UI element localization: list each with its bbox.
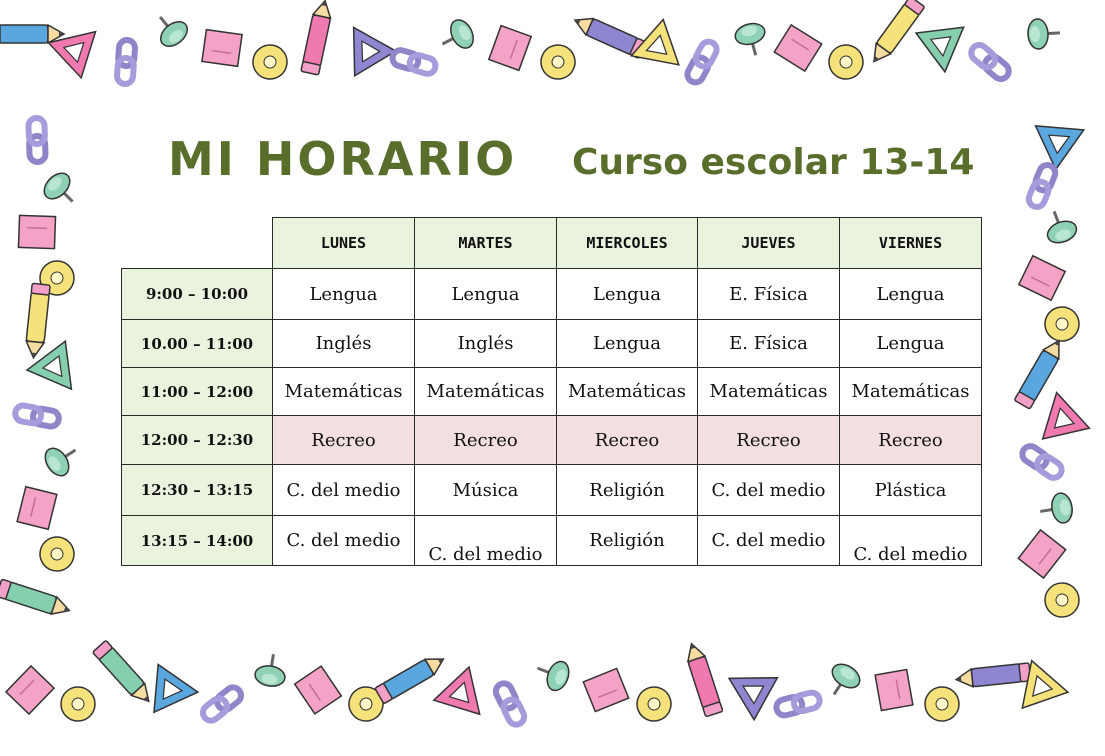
class-cell: Recreo: [557, 416, 698, 465]
corner-cell: [122, 218, 273, 269]
class-cell: Música: [415, 465, 557, 516]
time-slot: 10.00 – 11:00: [122, 320, 273, 368]
class-cell: C. del medio: [415, 516, 557, 566]
class-cell: C. del medio: [273, 516, 415, 566]
class-cell: C. del medio: [698, 516, 840, 566]
class-cell: Lengua: [557, 320, 698, 368]
class-cell: Recreo: [273, 416, 415, 465]
class-cell: Lengua: [840, 269, 982, 320]
time-slot: 12:00 – 12:30: [122, 416, 273, 465]
class-cell: Plástica: [840, 465, 982, 516]
class-cell: Inglés: [273, 320, 415, 368]
time-slot: 11:00 – 12:00: [122, 368, 273, 416]
class-cell: Religión: [557, 516, 698, 566]
class-cell: Recreo: [415, 416, 557, 465]
class-cell: E. Física: [698, 320, 840, 368]
table-row-recreo: [122, 416, 982, 465]
table-row: [122, 516, 982, 566]
school-year-subtitle: Curso escolar 13-14: [572, 142, 975, 183]
day-header: VIERNES: [840, 218, 982, 269]
class-cell: Lengua: [273, 269, 415, 320]
class-cell: Matemáticas: [840, 368, 982, 416]
schedule-table: [121, 217, 982, 566]
header-row: [122, 218, 982, 269]
class-cell: Recreo: [698, 416, 840, 465]
table-row: [122, 320, 982, 368]
class-cell: C. del medio: [840, 516, 982, 566]
class-cell: Matemáticas: [273, 368, 415, 416]
table-row: [122, 465, 982, 516]
time-slot: 12:30 – 13:15: [122, 465, 273, 516]
class-cell: C. del medio: [698, 465, 840, 516]
page-title: MI HORARIO: [168, 132, 518, 186]
class-cell: Religión: [557, 465, 698, 516]
day-header: JUEVES: [698, 218, 840, 269]
day-header: MIERCOLES: [557, 218, 698, 269]
class-cell: Lengua: [557, 269, 698, 320]
class-cell: Matemáticas: [557, 368, 698, 416]
class-cell: C. del medio: [273, 465, 415, 516]
class-cell: Recreo: [840, 416, 982, 465]
class-cell: Lengua: [415, 269, 557, 320]
time-slot: 9:00 – 10:00: [122, 269, 273, 320]
time-slot: 13:15 – 14:00: [122, 516, 273, 566]
class-cell: Matemáticas: [415, 368, 557, 416]
class-cell: Matemáticas: [698, 368, 840, 416]
table-row: [122, 368, 982, 416]
day-header: MARTES: [415, 218, 557, 269]
table-row: [122, 269, 982, 320]
day-header: LUNES: [273, 218, 415, 269]
class-cell: Inglés: [415, 320, 557, 368]
class-cell: Lengua: [840, 320, 982, 368]
class-cell: E. Física: [698, 269, 840, 320]
